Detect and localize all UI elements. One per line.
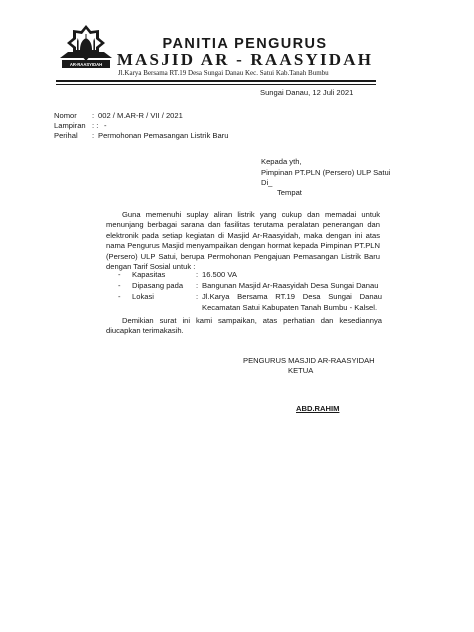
meta-value-lampiran: -	[104, 121, 107, 130]
recipient-greeting: Kepada yth,	[261, 157, 302, 166]
signature-org: PENGURUS MASJID AR-RAASYIDAH	[243, 356, 375, 365]
header-rule	[56, 80, 376, 82]
meta-value-nomor: 002 / M.AR-R / VII / 2021	[98, 111, 183, 120]
detail-colon: :	[196, 281, 199, 290]
closing-paragraph: Demikian surat ini kami sampaikan, atas perhatian dan kesediannya diucapkan terimakasih.	[106, 316, 382, 336]
meta-colon: : :	[92, 121, 99, 130]
detail-dash: -	[118, 292, 121, 301]
org-address: Jl.Karya Bersama RT.19 Desa Sungai Danau Kec. Satui Kab.Tanah Bumbu	[118, 69, 329, 77]
detail-value-kapasitas: 16.500 VA	[202, 270, 237, 279]
recipient-di: Di_	[261, 178, 273, 187]
signature-name: ABD.RAHIM	[296, 404, 340, 413]
recipient-name: Pimpinan PT.PLN (Persero) ULP Satui	[261, 168, 391, 177]
meta-label-lampiran: Lampiran	[54, 121, 86, 130]
mosque-logo	[58, 24, 114, 74]
meta-label-nomor: Nomor	[54, 111, 77, 120]
detail-dash: -	[118, 281, 121, 290]
letter-date: Sungai Danau, 12 Juli 2021	[260, 88, 354, 97]
detail-label-lokasi: Lokasi	[132, 292, 154, 301]
detail-dash: -	[118, 270, 121, 279]
detail-label-kapasitas: Kapasitas	[132, 270, 166, 279]
detail-colon: :	[196, 292, 199, 301]
meta-label-perihal: Perihal	[54, 131, 78, 140]
meta-value-perihal: Permohonan Pemasangan Listrik Baru	[98, 131, 229, 140]
org-line1: PANITIA PENGURUS	[162, 36, 328, 52]
org-line2: MASJID AR - RAASYIDAH	[116, 50, 374, 69]
detail-label-dipasang: Dipasang pada	[132, 281, 184, 290]
body-paragraph: Guna memenuhi suplay aliran listrik yang cukup dan memadai untuk menunjang berbagai sarana dan fasilitas terutama peralatan penerangan dan elektronik pada setiap kegiatan di Masjid Ar-Raasyidah, maka dengan ini atas nama Pengurus Masjid menyampaikan dengan hormat kepada Pimpinan PT.PLN (Persero) ULP Satui, berupa Permohonan Pengajuan Pemasangan Listrik Baru dengan Tarif Sosial untuk :	[106, 210, 380, 272]
detail-colon: :	[196, 270, 199, 279]
meta-colon: :	[92, 111, 95, 120]
detail-value-lokasi: Jl.Karya Bersama RT.19 Desa Sungai Danau Kecamatan Satui Kabupaten Tanah Bumbu - Kalsel.	[202, 292, 382, 312]
recipient-place: Tempat	[277, 188, 302, 197]
svg-text:AR-RAASYIDAH: AR-RAASYIDAH	[69, 62, 103, 67]
meta-colon: :	[92, 131, 95, 140]
header-rule-thin	[56, 84, 376, 85]
detail-value-dipasang: Bangunan Masjid Ar-Raasyidah Desa Sungai Danau	[202, 281, 379, 290]
signature-title: KETUA	[288, 366, 314, 375]
